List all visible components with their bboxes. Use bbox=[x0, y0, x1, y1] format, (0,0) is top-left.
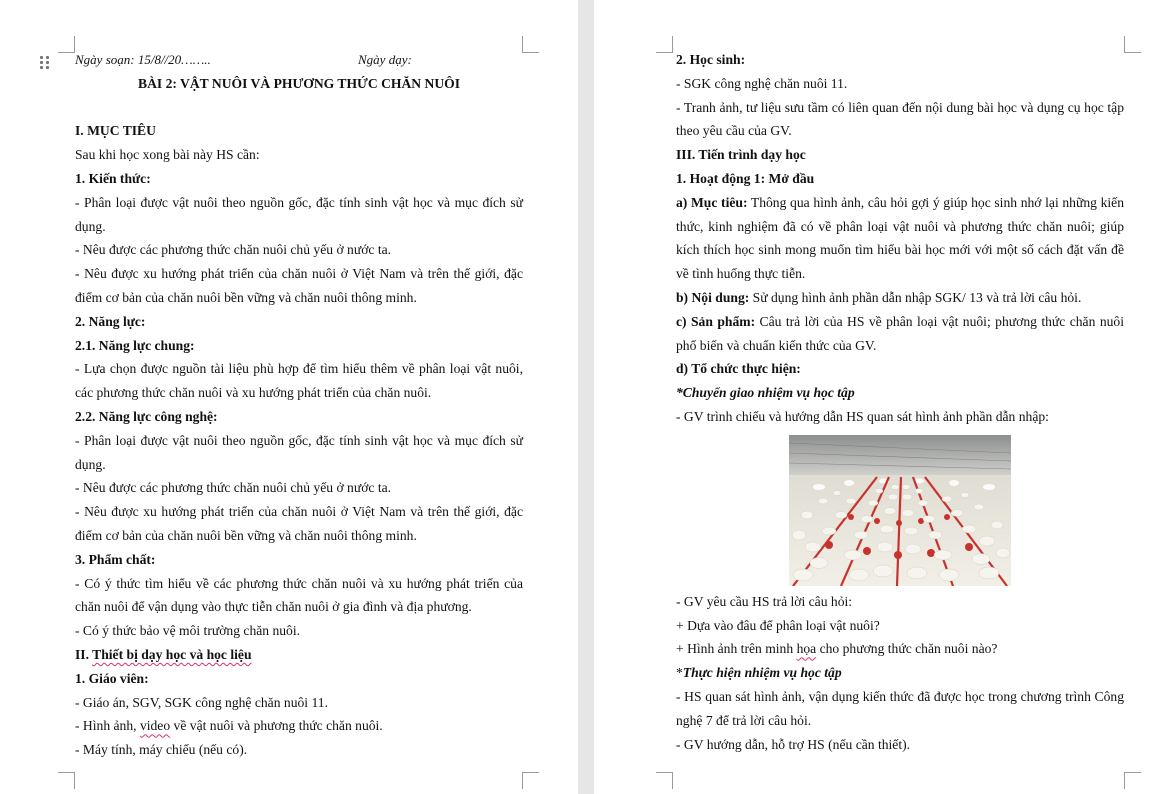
question-intro: - GV yêu cầu HS trả lời câu hỏi: bbox=[676, 593, 853, 609]
content-paragraph bbox=[676, 286, 1124, 310]
section-process-heading: III. Tiến trình dạy học bbox=[676, 147, 806, 163]
crop-mark bbox=[1124, 772, 1141, 789]
crop-mark bbox=[656, 772, 673, 789]
question-item-part: cho phương thức chăn nuôi nào? bbox=[816, 641, 998, 657]
section-materials-heading bbox=[75, 643, 523, 667]
product-text: Câu trả lời của HS về phân loại vật nuôi; phương thức chăn nuôi phổ biến và chuẩn kiến thức của GV. bbox=[676, 313, 1124, 353]
task-execution-item: - GV hướng dẫn, hỗ trợ HS (nếu cần thiết). bbox=[676, 736, 911, 752]
right-page-text[interactable] bbox=[676, 48, 1124, 756]
tech-competence-item: - Phân loại được vật nuôi theo nguồn gốc, đặc tính sinh vật học và mục đích sử dụng. bbox=[75, 432, 523, 472]
qualities-heading: 3. Phẩm chất: bbox=[75, 551, 156, 567]
tech-competence-item: - Nêu được xu hướng phát triển của chăn nuôi ở Việt Nam và trên thế giới, đặc điểm cơ bản của chăn nuôi bền vững và chăn nuôi thông minh. bbox=[75, 504, 523, 543]
student-item: - Tranh ảnh, tư liệu sưu tầm có liên quan đến nội dung bài học và dụng cụ học tập theo yêu cầu của GV. bbox=[676, 99, 1124, 139]
objective-text: Thông qua hình ảnh, câu hỏi gợi ý giúp học sinh nhớ lại những kiến thức, kinh nghiệm đã có về phân loại vật nuôi và phương thức chăn nuôi; giúp kích thích học sinh mong muốn tìm hiểu bài học mới với một số cách đặt vấn đề về tình huống thực tiễn. bbox=[676, 194, 1124, 282]
prep-date: Ngày soạn: 15/8//20…….. bbox=[75, 52, 211, 67]
document-page-right bbox=[594, 0, 1176, 794]
teacher-item-part: về vật nuôi và phương thức chăn nuôi. bbox=[170, 718, 383, 734]
crop-mark bbox=[522, 772, 539, 789]
section-objectives-heading: I. MỤC TIÊU bbox=[75, 123, 156, 139]
task-transfer-heading: *Chuyển giao nhiệm vụ học tập bbox=[676, 385, 855, 401]
question-item bbox=[676, 637, 1124, 661]
task-execution-title: Thực hiện nhiệm vụ học tập bbox=[682, 665, 842, 681]
knowledge-item: - Phân loại được vật nuôi theo nguồn gốc, đặc tính sinh vật học và mục đích sử dụng. bbox=[75, 194, 523, 234]
tech-competence-heading: 2.2. Năng lực công nghệ: bbox=[75, 408, 218, 424]
knowledge-item: - Nêu được các phương thức chăn nuôi chủ yếu ở nước ta. bbox=[75, 242, 392, 258]
teacher-item: - Giáo án, SGV, SGK công nghệ chăn nuôi 11. bbox=[75, 694, 328, 710]
knowledge-item: - Nêu được xu hướng phát triển của chăn nuôi ở Việt Nam và trên thế giới, đặc điểm cơ bản của chăn nuôi bền vững và chăn nuôi thông minh. bbox=[75, 266, 523, 305]
table-move-handle-icon[interactable] bbox=[40, 56, 50, 70]
question-item-part: + Hình ảnh trên minh bbox=[676, 641, 797, 657]
teacher-heading: 1. Giáo viên: bbox=[75, 670, 149, 686]
task-transfer-item: - GV trình chiếu và hướng dẫn HS quan sát hình ảnh phần dẫn nhập: bbox=[676, 408, 1049, 424]
product-paragraph bbox=[676, 310, 1124, 358]
crop-mark bbox=[656, 36, 673, 53]
document-page-left bbox=[0, 0, 578, 794]
activity-1-heading: 1. Hoạt động 1: Mở đầu bbox=[676, 170, 815, 186]
objective-label: a) Mục tiêu: bbox=[676, 194, 748, 210]
student-heading: 2. Học sinh: bbox=[676, 52, 746, 67]
spellcheck-word: họa bbox=[796, 641, 817, 657]
task-execution-heading bbox=[676, 661, 1124, 685]
general-competence-heading: 2.1. Năng lực chung: bbox=[75, 337, 195, 353]
lesson-date-header bbox=[75, 48, 523, 72]
general-competence-item: - Lựa chọn được nguồn tài liệu phù hợp để tìm hiểu thêm về phân loại vật nuôi, các phương thức chăn nuôi và xu hướng phát triển của chăn nuôi. bbox=[75, 361, 523, 401]
left-page-text[interactable] bbox=[75, 48, 523, 762]
knowledge-heading: 1. Kiến thức: bbox=[75, 170, 151, 186]
task-execution-item: - HS quan sát hình ảnh, vận dụng kiến thức đã được học trong chương trình Công nghệ 7 để trả lời câu hỏi. bbox=[676, 688, 1124, 728]
section-materials-number: II. bbox=[75, 646, 93, 662]
poultry-farm-image-wrapper bbox=[676, 429, 1124, 590]
objectives-intro: Sau khi học xong bài này HS cần: bbox=[75, 147, 260, 163]
spellcheck-word: video bbox=[139, 718, 171, 734]
teacher-item-part: - Hình ảnh, bbox=[75, 718, 140, 734]
content-label: b) Nội dung: bbox=[676, 289, 750, 305]
content-text: Sử dụng hình ảnh phần dẫn nhập SGK/ 13 và trả lời câu hỏi. bbox=[749, 289, 1082, 305]
crop-mark bbox=[1124, 36, 1141, 53]
teacher-item: - Máy tính, máy chiếu (nếu có). bbox=[75, 742, 248, 758]
competence-heading: 2. Năng lực: bbox=[75, 313, 146, 329]
tech-competence-item: - Nêu được các phương thức chăn nuôi chủ yếu ở nước ta. bbox=[75, 480, 392, 496]
student-item: - SGK công nghệ chăn nuôi 11. bbox=[676, 75, 848, 91]
question-item: + Dựa vào đâu để phân loại vật nuôi? bbox=[676, 617, 880, 633]
task-execution-star: * bbox=[676, 665, 683, 681]
objective-paragraph bbox=[676, 191, 1124, 286]
poultry-farm-image bbox=[789, 435, 1011, 586]
teach-date: Ngày dạy: bbox=[358, 52, 412, 67]
organization-heading: d) Tổ chức thực hiện: bbox=[676, 361, 801, 377]
crop-mark bbox=[58, 36, 75, 53]
crop-mark bbox=[522, 36, 539, 53]
product-label: c) Sản phẩm: bbox=[676, 313, 756, 329]
lesson-title: BÀI 2: VẬT NUÔI VÀ PHƯƠNG THỨC CHĂN NUÔI bbox=[138, 75, 460, 91]
section-materials-title: Thiết bị dạy học và học liệu bbox=[92, 646, 252, 662]
teacher-item bbox=[75, 714, 523, 738]
qualities-item: - Có ý thức bảo vệ môi trường chăn nuôi. bbox=[75, 623, 301, 639]
crop-mark bbox=[58, 772, 75, 789]
qualities-item: - Có ý thức tìm hiểu về các phương thức chăn nuôi và xu hướng phát triển của chăn nuôi để vận dụng vào thực tiễn chăn nuôi ở gia đình và địa phương. bbox=[75, 575, 523, 615]
